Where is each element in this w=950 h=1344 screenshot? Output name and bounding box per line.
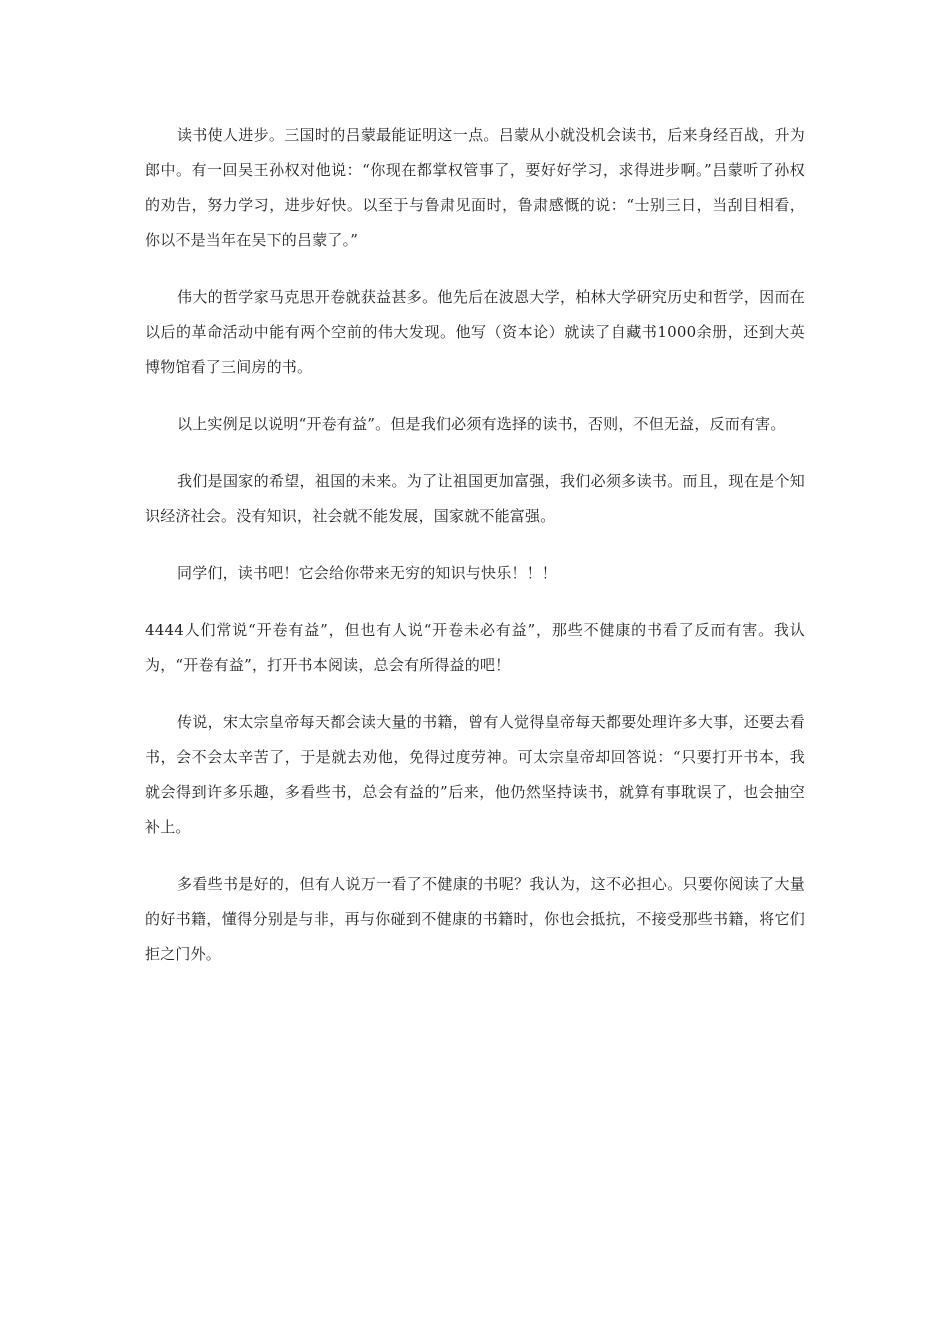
paragraph-country-hope: 我们是国家的希望，祖国的未来。为了让祖国更加富强，我们必须多读书。而且，现在是个知识经济社会。没有知识，社会就不能发展，国家就不能富强。 xyxy=(145,472,805,525)
paragraph-song-taizong: 传说，宋太宗皇帝每天都会读大量的书籍，曾有人觉得皇帝每天都要处理许多大事，还要去看书，会不会太辛苦了，于是就去劝他，免得过度劳神。可太宗皇帝却回答说：“只要打开书本，我就会得到许多乐趣，多看些书，总会有益的”后来，他仍然坚持读书，就算有事耽误了，也会抽空补上。 xyxy=(145,713,805,836)
paragraph-marx: 伟大的哲学家马克思开卷就获益甚多。他先后在波恩大学，柏林大学研究历史和哲学，因而在以后的革命活动中能有两个空前的伟大发现。他写（资本论）就读了自藏书1000余册，还到大英博物馆看了三间房的书。 xyxy=(145,288,805,376)
document-body xyxy=(145,118,805,994)
paragraph-unhealthy-books: 多看些书是好的，但有人说万一看了不健康的书呢？我认为，这不必担心。只要你阅读了大量的好书籍，懂得分别是与非，再与你碰到不健康的书籍时，你也会抵抗，不接受那些书籍，将它们拒之门外。 xyxy=(145,875,805,963)
paragraph-open-book-benefit: 4444人们常说“开卷有益”，但也有人说“开卷未必有益”，那些不健康的书看了反而有害。我认为，“开卷有益”，打开书本阅读，总会有所得益的吧！ xyxy=(145,621,805,674)
paragraph-conclusion: 以上实例足以说明“开卷有益”。但是我们必须有选择的读书，否则，不但无益，反而有害。 xyxy=(177,415,786,433)
paragraph-call-to-read: 同学们，读书吧！它会给你带来无穷的知识与快乐！！！ xyxy=(177,564,558,582)
paragraph-lv-meng: 读书使人进步。三国时的吕蒙最能证明这一点。吕蒙从小就没机会读书，后来身经百战，升为郎中。有一回吴王孙权对他说：“你现在都掌权管事了，要好好学习，求得进步啊。”吕蒙听了孙权的劝告，努力学习，进步好快。以至于与鲁肃见面时，鲁肃感慨的说：“士别三日，当刮目相看，你以不是当年在吴下的吕蒙了。” xyxy=(145,126,805,249)
